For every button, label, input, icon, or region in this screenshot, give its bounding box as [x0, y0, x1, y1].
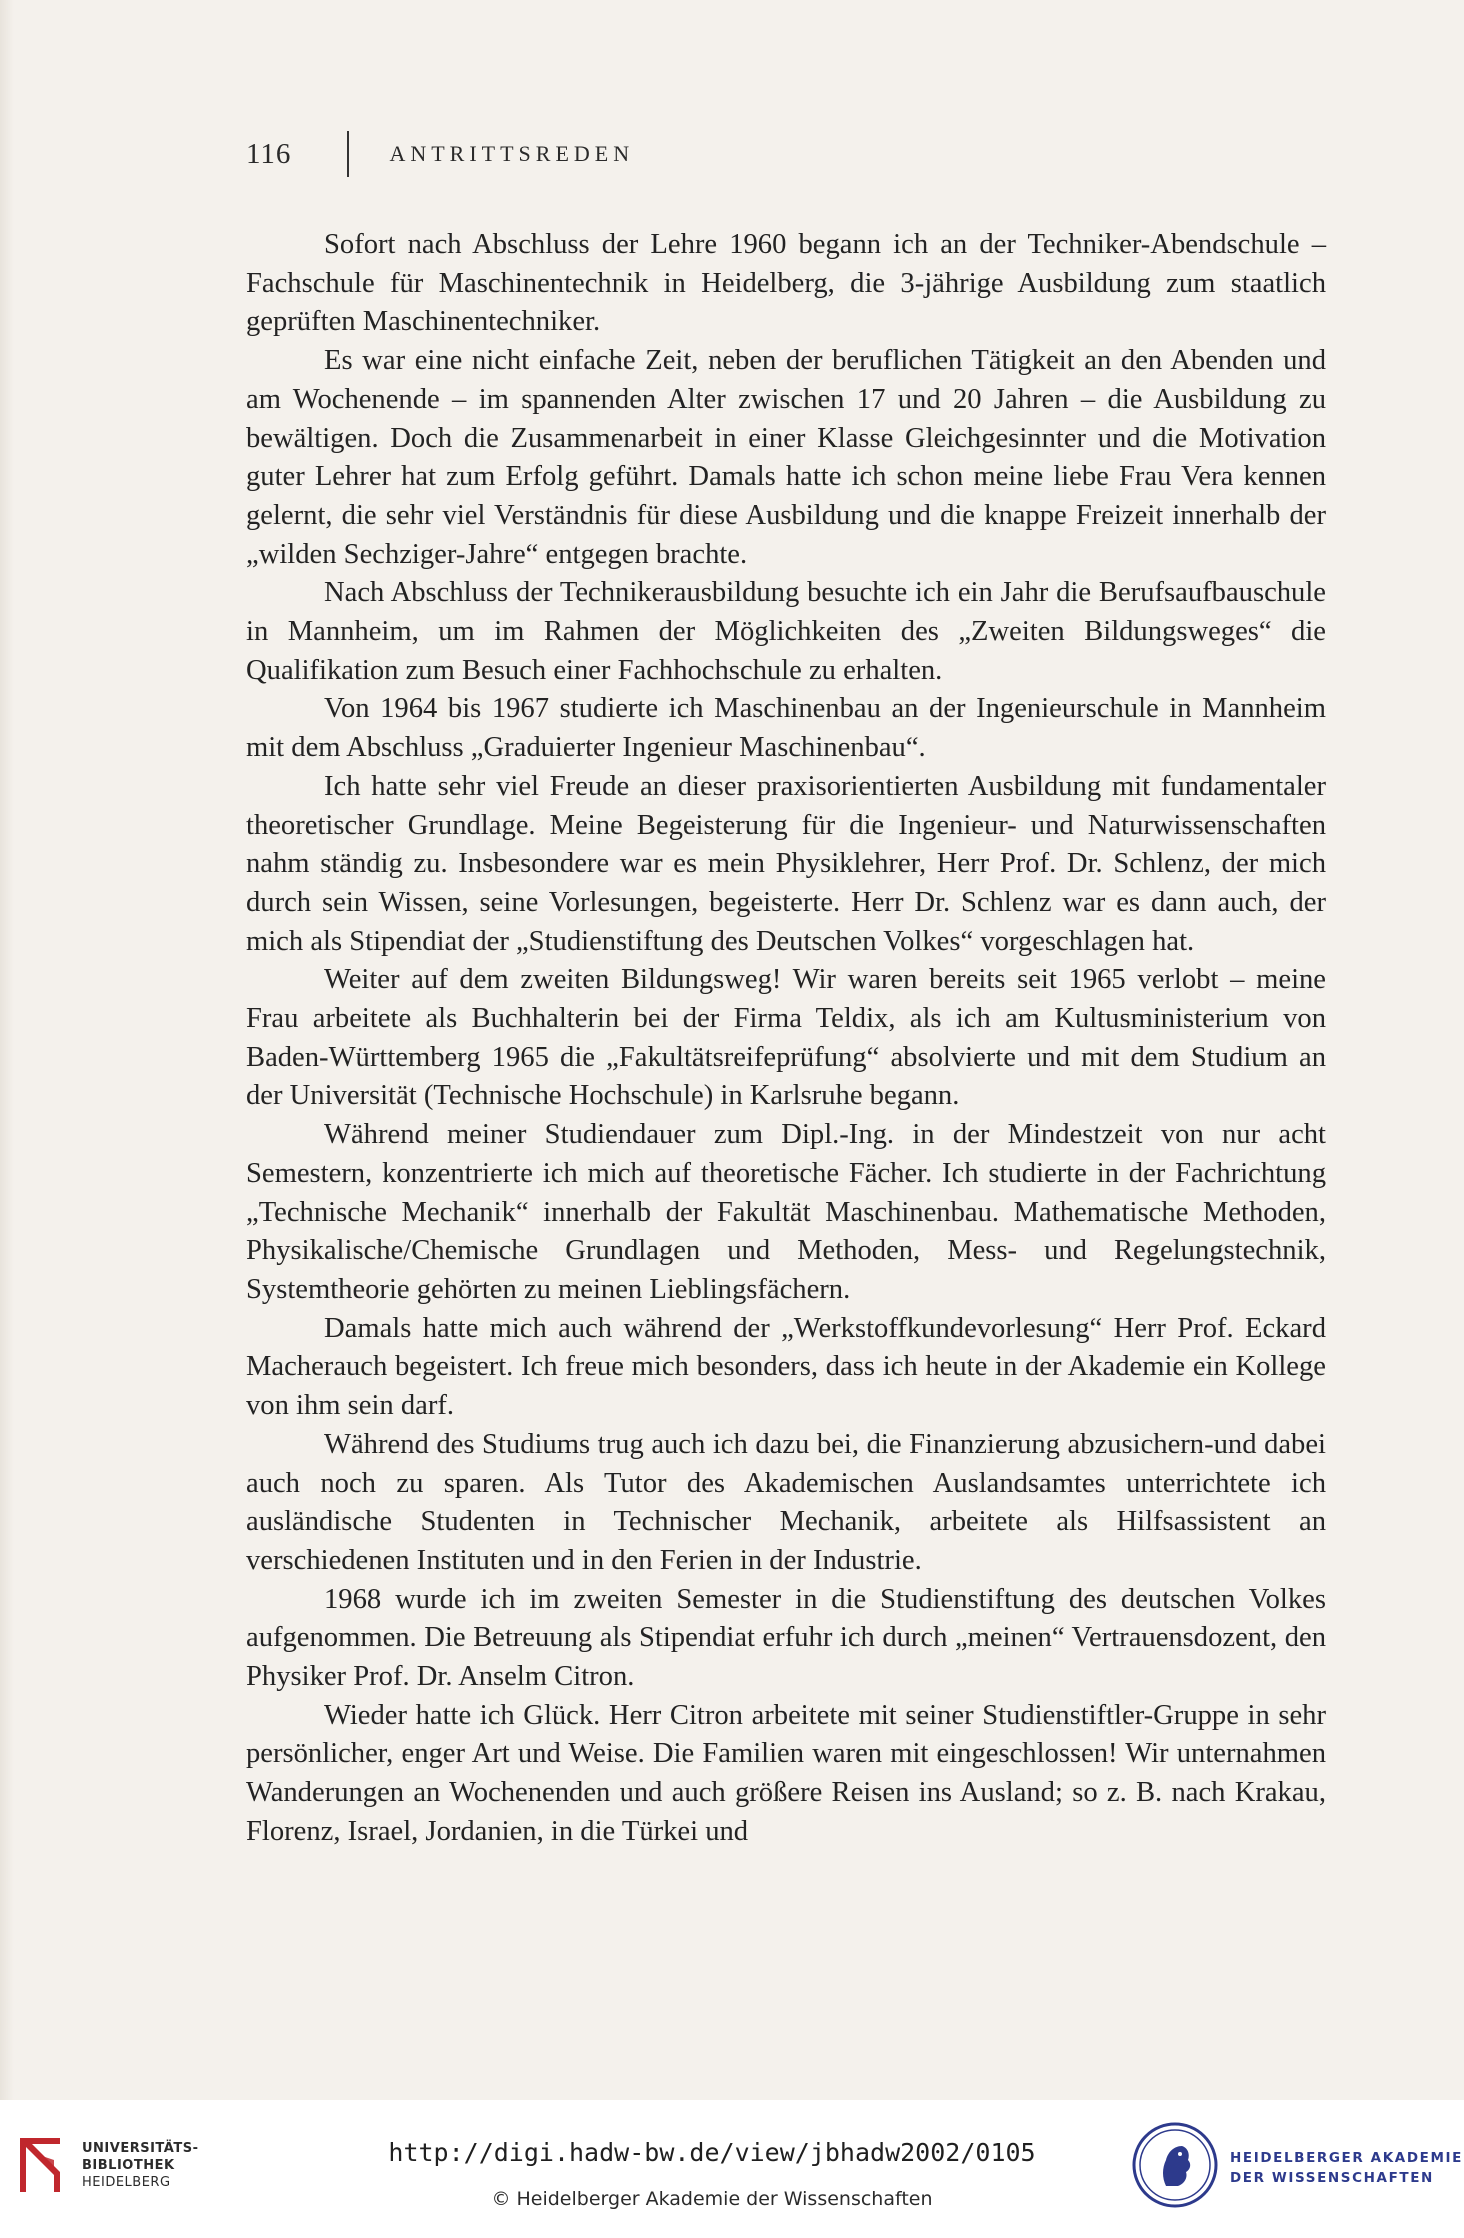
body-text [246, 226, 1326, 1852]
academy-name-line: HEIDELBERGER AKADEMIE [1230, 2150, 1463, 2166]
academy-name-line: DER WISSENSCHAFTEN [1230, 2170, 1434, 2186]
paragraph: Es war eine nicht einfache Zeit, neben der beruflichen Tätigkeit an den Abenden und am Wochenende – im spannenden Alter zwischen 17 und 20 Jahren – die Ausbildung zu bewältigen. Doch die Zusammenarbeit in einer Klasse Gleichgesinnter und die Motivation guter Lehrer hat zum Erfolg geführt. Damals hatte ich schon meine liebe Frau Vera kennen gelernt, die sehr viel Verständnis für diese Ausbildung und die knappe Freizeit innerhalb der „wilden Sechziger-Jahre“ entgegen brachte. [246, 345, 1326, 570]
header-divider [347, 131, 349, 177]
academy-name [1230, 2148, 1463, 2188]
library-name-line: BIBLIOTHEK [82, 2158, 175, 2173]
paragraph: Während des Studiums trug auch ich dazu bei, die Finanzierung abzusichern-und dabei auch noch zu sparen. Als Tutor des Akademischen Auslandsamtes unterrichtete ich ausländische Studenten in Technischer Mechanik, arbeitete als Hilfsassistent an verschiedenen Instituten und in den Ferien in der Industrie. [246, 1428, 1326, 1576]
library-name-line: UNIVERSITÄTS- [82, 2141, 199, 2156]
permalink-text[interactable]: http://digi.hadw-bw.de/view/jbhadw2002/0105 [388, 2138, 1036, 2167]
paragraph: Während meiner Studiendauer zum Dipl.-Ing. in der Mindestzeit von nur acht Semestern, konzentrierte ich mich auf theoretische Fächer. Ich studierte in der Fachrichtung „Technische Mechanik“ innerhalb der Fakultät Maschinenbau. Mathematische Methoden, Physikalische/Chemische Grundlagen und Methoden, Mess- und Regelungstechnik, Systemtheorie gehörten zu meinen Lieblingsfächern. [246, 1119, 1326, 1305]
library-name-line: HEIDELBERG [82, 2175, 171, 2190]
page-number: 116 [246, 137, 292, 170]
paragraph: Wieder hatte ich Glück. Herr Citron arbeitete mit seiner Studienstiftler-Gruppe in sehr persönlicher, enger Art und Weise. Die Familien waren mit eingeschlossen! Wir unternahmen Wanderungen an Wochenenden und auch größere Reisen ins Ausland; so z. B. nach Krakau, Florenz, Israel, Jordanien, in die Türkei und [246, 1699, 1326, 1847]
paragraph: Ich hatte sehr viel Freude an dieser praxisorientierten Ausbildung mit fundamentaler theoretischer Grundlage. Meine Begeisterung für die Ingenieur- und Naturwissenschaften nahm ständig zu. Insbesondere war es mein Physiklehrer, Herr Prof. Dr. Schlenz, der mich durch sein Wissen, seine Vorlesungen, begeisterte. Herr Dr. Schlenz war es dann auch, der mich als Stipendiat der „Studienstiftung des Deutschen Volkes“ vorgeschlagen hat. [246, 770, 1326, 957]
paragraph: Sofort nach Abschluss der Lehre 1960 begann ich an der Techniker-Abendschule – Fachschule für Maschinentechnik in Heidelberg, die 3-jährige Ausbildung zum staatlich geprüften Maschinentechniker. [246, 229, 1326, 338]
viewer-footer [0, 2100, 1464, 2238]
paragraph: Damals hatte mich auch während der „Werkstoffkundevorlesung“ Herr Prof. Eckard Macherauch begeistert. Ich freue mich besonders, dass ich heute in der Akademie ein Kollege von ihm sein darf. [246, 1312, 1326, 1422]
paragraph: 1968 wurde ich im zweiten Semester in die Studienstiftung des deutschen Volkes aufgenommen. Die Betreuung als Stipendiat erfuhr ich durch „meinen“ Vertrauensdozent, den Physiker Prof. Dr. Anselm Citron. [246, 1583, 1326, 1693]
copyright-notice [0, 2188, 1464, 2210]
academy-seal-icon [1132, 2122, 1218, 2208]
paragraph: Nach Abschluss der Technikerausbildung besuchte ich ein Jahr die Berufsaufbauschule in Mannheim, um im Rahmen der Möglichkeiten des „Zweiten Bildungsweges“ die Qualifikation zum Besuch einer Fachhochschule zu erhalten. [246, 577, 1326, 686]
running-head [246, 132, 634, 176]
paragraph: Von 1964 bis 1967 studierte ich Maschinenbau an der Ingenieurschule in Mannheim mit dem Abschluss „Graduierter Ingenieur Maschinenbau“. [246, 693, 1326, 764]
paragraph: Weiter auf dem zweiten Bildungsweg! Wir waren bereits seit 1965 verlobt – meine Frau arbeitete als Buchhalterin bei der Firma Teldix, als ich am Kultusministerium von Baden-Württemberg 1965 die „Fakultätsreifeprüfung“ absolvierte und mit dem Studium an der Universität (Technische Hochschule) in Karlsruhe begann. [246, 964, 1326, 1112]
copyright-text: © Heidelberger Akademie der Wissenschaften [491, 2188, 933, 2210]
running-title: ANTRITTSREDEN [389, 141, 635, 166]
